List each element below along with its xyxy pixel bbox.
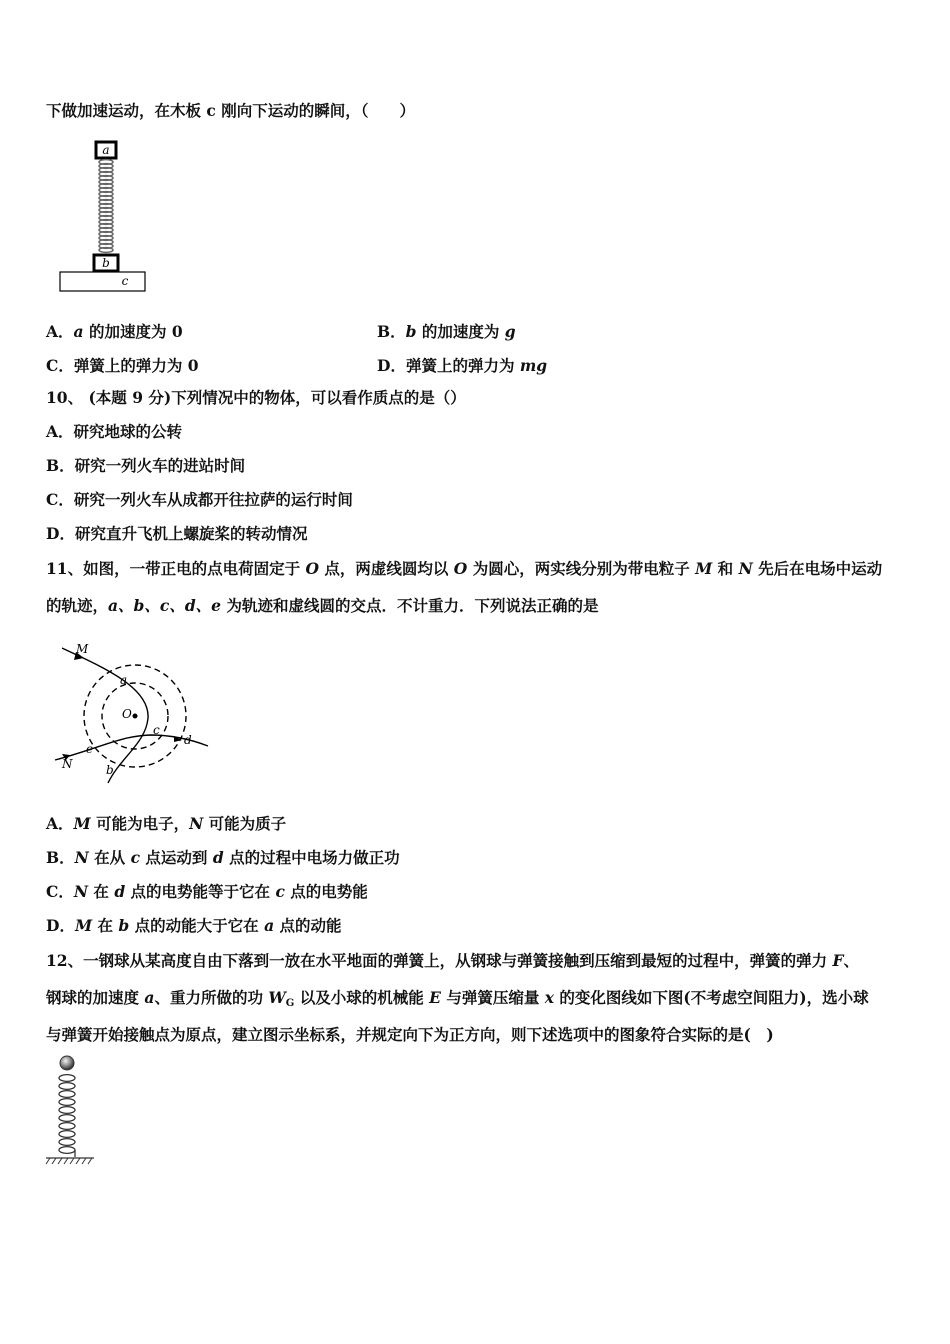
q10-option-c[interactable]: C．研究一列火车从成都开往拉萨的运行时间 (46, 490, 353, 509)
q9-option-b[interactable]: B．b 的加速度为 g (377, 322, 516, 341)
vertical-spring (59, 1075, 75, 1154)
board-c-label: c (121, 274, 129, 288)
point-charge-O (133, 714, 138, 719)
ground-hatch (46, 1158, 92, 1164)
label-c: c (153, 723, 160, 737)
q9-spring-figure (55, 137, 165, 297)
q10-option-d[interactable]: D．研究直升飞机上螺旋桨的转动情况 (46, 524, 308, 543)
q10-stem: 10、 (本题 9 分)下列情况中的物体，可以看作质点的是（） (46, 388, 466, 407)
q11-option-b[interactable]: B．N 在从 c 点运动到 d 点的过程中电场力做正功 (46, 848, 400, 867)
block-a-label: a (102, 143, 110, 157)
q12-stem-line2: 钢球的加速度 a、重力所做的功 $W_G$ 以及小球的机械能 E 与弹簧压缩量 x 的变化图线如下图(不考虑空间阻力)，选小球 (46, 988, 869, 1009)
q9-option-c[interactable]: C．弹簧上的弹力为 0 (46, 356, 199, 375)
q10-option-a[interactable]: A．研究地球的公转 (46, 422, 183, 441)
q12-stem-line3: 与弹簧开始接触点为原点，建立图示坐标系，并规定向下为正方向，则下述选项中的图象符合实际的是( ) (46, 1025, 774, 1044)
q12-ball-spring-figure (44, 1054, 104, 1166)
q11-option-c[interactable]: C．N 在 d 点的电势能等于它在 c 点的电势能 (46, 882, 368, 901)
spring-coils (99, 160, 113, 253)
label-N: N (62, 757, 73, 771)
q12-stem-line1: 12、一钢球从某高度自由下落到一放在水平地面的弹簧上，从钢球与弹簧接触到压缩到最短的过程中，弹簧的弹力 F、 (46, 951, 860, 970)
q11-option-d[interactable]: D．M 在 b 点的动能大于它在 a 点的动能 (46, 916, 342, 935)
label-a: a (120, 673, 128, 687)
q11-field-figure (50, 638, 210, 788)
label-d: d (184, 733, 192, 747)
q9-option-a[interactable]: A．a 的加速度为 0 (46, 322, 183, 341)
q11-option-a[interactable]: A．M 可能为电子，N 可能为质子 (46, 814, 287, 833)
label-b: b (106, 763, 114, 777)
q9-option-d[interactable]: D．弹簧上的弹力为 mg (377, 356, 548, 375)
board-c (60, 272, 145, 291)
label-e: e (86, 742, 94, 756)
q11-stem-line2: 的轨迹，a、b、c、d、e 为轨迹和虚线圆的交点．不计重力．下列说法正确的是 (46, 596, 599, 615)
q10-option-b[interactable]: B．研究一列火车的进站时间 (46, 456, 246, 475)
block-b-label: b (102, 256, 110, 270)
q11-stem-line1: 11、如图，一带正电的点电荷固定于 O 点，两虚线圆均以 O 为圆心，两实线分别为带电粒子 M 和 N 先后在电场中运动 (46, 559, 883, 578)
steel-ball (60, 1056, 74, 1070)
label-M: M (76, 642, 89, 656)
label-O: O (122, 707, 132, 721)
q9-stem-tail: 下做加速运动，在木板 c 刚向下运动的瞬间，（ ） (46, 101, 415, 120)
